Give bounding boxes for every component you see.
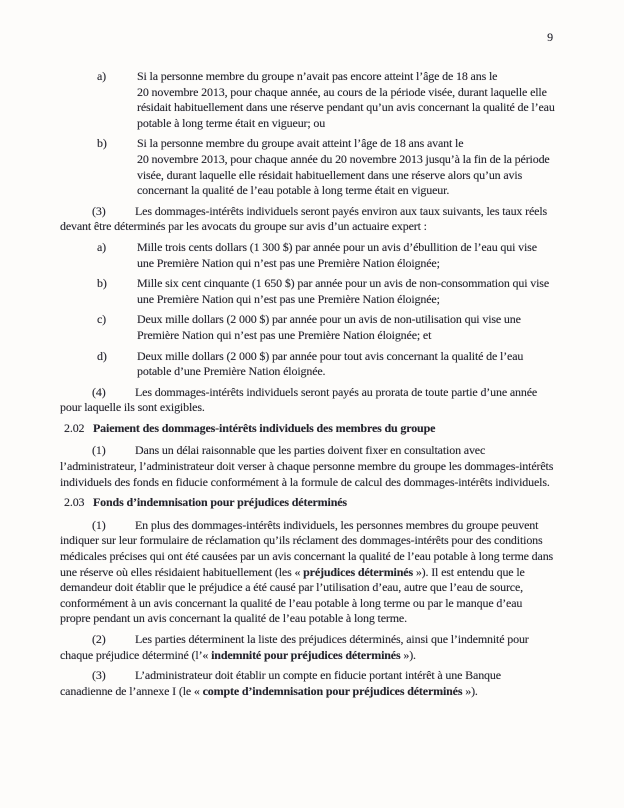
text-line <box>60 385 608 401</box>
text-line: demandeur doit établir que le préjudice a été causé par l’utilisation d’eau, autre que l’eau de source, <box>60 580 524 595</box>
list-marker: a) <box>97 69 107 83</box>
section-title: Paiement des dommages-intérêts individuels des membres du groupe <box>93 420 436 435</box>
list-item-text <box>137 69 555 131</box>
list-item-text <box>137 276 549 307</box>
list-item-b <box>97 136 608 198</box>
rate-item-c <box>97 312 608 343</box>
text-line: devant être déterminés par les avocats du groupe sur avis d’un actuaire expert : <box>60 219 427 234</box>
paragraph-203-2 <box>60 632 608 663</box>
list-marker: c) <box>97 312 107 327</box>
text-run: L’administrateur doit établir un compte en fiducie portant intérêt à une Banque <box>135 668 501 683</box>
page-number: 9 <box>547 30 553 44</box>
text-line: Mille six cent cinquante (1 650 $) par année pour un avis de non-consommation qui vise <box>137 276 549 291</box>
text-line <box>60 204 608 220</box>
paragraph-3 <box>60 204 608 235</box>
list-item-text <box>137 349 523 380</box>
text-run: chaque préjudice déterminé (l’« <box>60 647 212 662</box>
paragraph-number: (2) <box>92 632 106 646</box>
text-run: Les parties déterminent la liste des préjudices déterminés, ainsi que l’indemnité pour <box>135 632 529 646</box>
text-line: médicales précises qui ont été causées par un avis concernant la qualité de l’eau potable à long terme dans <box>60 549 554 564</box>
text-line: indiquer sur leur formulaire de réclamation qu’ils réclament des dommages-intérêts pour des conditions <box>60 533 543 548</box>
paragraph-203-1 <box>60 518 608 627</box>
text-line: Si la personne membre du groupe n’avait pas encore atteint l’âge de 18 ans le <box>137 69 498 83</box>
text-line: résidait habituellement dans une réserve pendant qu’un avis concernant la qualité de l’eau <box>137 100 555 115</box>
text-line <box>60 443 608 459</box>
text-line: conformément à un avis concernant la qualité de l’eau potable à long terme ou par le manque d’eau <box>60 595 523 610</box>
text-run: »). <box>400 647 416 662</box>
text-line: visée, durant laquelle elle résidait habituellement dans une réserve alors qu’un avis <box>137 167 523 182</box>
section-number: 2.03 <box>64 495 85 510</box>
defined-term: compte d’indemnisation pour préjudices déterminés <box>202 683 463 698</box>
text-line: Deux mille dollars (2 000 $) par année pour un avis de non-utilisation qui vise une <box>137 312 521 327</box>
text-line: l’administrateur, l’administrateur doit verser à chaque personne membre du groupe les dommages-intérêts <box>60 459 554 474</box>
text-line: une Première Nation qui n’est pas une Première Nation éloignée; <box>137 255 440 270</box>
paragraph-number: (4) <box>92 384 106 399</box>
text-line <box>60 518 608 534</box>
text-run: En plus des dommages-intérêts individuels, les personnes membres du groupe peuvent <box>135 517 539 532</box>
list-marker: a) <box>97 239 107 254</box>
paragraph-number: (1) <box>92 517 106 532</box>
page-content <box>60 69 608 704</box>
text-run: Les dommages-intérêts individuels seront payés environ aux taux suivants, les taux réels <box>135 203 548 218</box>
text-line: Deux mille dollars (2 000 $) par année pour tout avis concernant la qualité de l’eau <box>137 348 524 363</box>
defined-term: indemnité pour préjudices déterminés <box>211 647 401 662</box>
text-run: »). Il est entendu que le <box>412 564 525 579</box>
text-line: 20 novembre 2013, pour chaque année, au cours de la période visée, durant laquelle elle <box>137 84 547 99</box>
text-run: une réserve où elles résidaient habituellement (les « <box>60 564 304 579</box>
list-item-text <box>137 312 521 343</box>
list-marker: d) <box>97 348 107 363</box>
text-line: Mille trois cents dollars (1 300 $) par année pour un avis d’ébullition de l’eau qui vise <box>137 239 537 254</box>
text-line: individuels des fonds en fiducie conformément à la formule de calcul des dommages-intérêts individuels. <box>60 474 550 489</box>
list-item-text <box>137 136 550 198</box>
section-heading-2-02 <box>60 421 608 437</box>
text-line: potable d’une Première Nation éloignée. <box>137 364 326 379</box>
text-run: Les dommages-intérêts individuels seront payés au prorata de toute partie d’une année <box>135 384 538 399</box>
section-number: 2.02 <box>64 420 85 435</box>
text-line: propre pendant un avis concernant la qualité de l’eau potable à long terme. <box>60 611 407 626</box>
list-marker: b) <box>97 136 107 151</box>
paragraph-number: (1) <box>92 443 106 458</box>
text-line: pour laquelle ils sont exigibles. <box>60 400 205 415</box>
defined-term: préjudices déterminés <box>303 564 413 579</box>
section-heading-2-03 <box>60 495 608 511</box>
text-line: concernant la qualité de l’eau potable à long terme était en vigueur. <box>137 183 450 198</box>
text-run: canadienne de l’annexe I (le « <box>60 683 203 698</box>
paragraph-number: (3) <box>92 203 106 218</box>
list-item-text <box>137 240 537 271</box>
paragraph-4 <box>60 385 608 416</box>
text-line: Si la personne membre du groupe avait atteint l’âge de 18 ans avant le <box>137 136 464 151</box>
text-run: Dans un délai raisonnable que les parties doivent fixer en consultation avec <box>135 443 486 458</box>
text-line <box>60 565 608 581</box>
rate-item-a <box>97 240 608 271</box>
paragraph-202-1 <box>60 443 608 490</box>
paragraph-number: (3) <box>92 668 106 683</box>
text-line <box>60 668 608 684</box>
list-item-a <box>97 69 608 131</box>
rate-item-b <box>97 276 608 307</box>
text-line <box>60 648 608 664</box>
paragraph-203-3 <box>60 668 608 699</box>
text-line: Première Nation qui n’est pas une Première Nation éloignée; et <box>137 327 432 342</box>
list-marker: b) <box>97 276 107 291</box>
section-title: Fonds d’indemnisation pour préjudices déterminés <box>93 495 347 510</box>
text-line: potable à long terme était en vigueur; ou <box>137 115 326 130</box>
rate-item-d <box>97 349 608 380</box>
text-line: 20 novembre 2013, pour chaque année du 20 novembre 2013 jusqu’à la fin de la période <box>137 151 550 166</box>
text-line <box>60 632 608 648</box>
text-run: »). <box>462 683 478 698</box>
text-line: une Première Nation qui n’est pas une Première Nation éloignée; <box>137 291 440 306</box>
text-line <box>60 684 608 700</box>
